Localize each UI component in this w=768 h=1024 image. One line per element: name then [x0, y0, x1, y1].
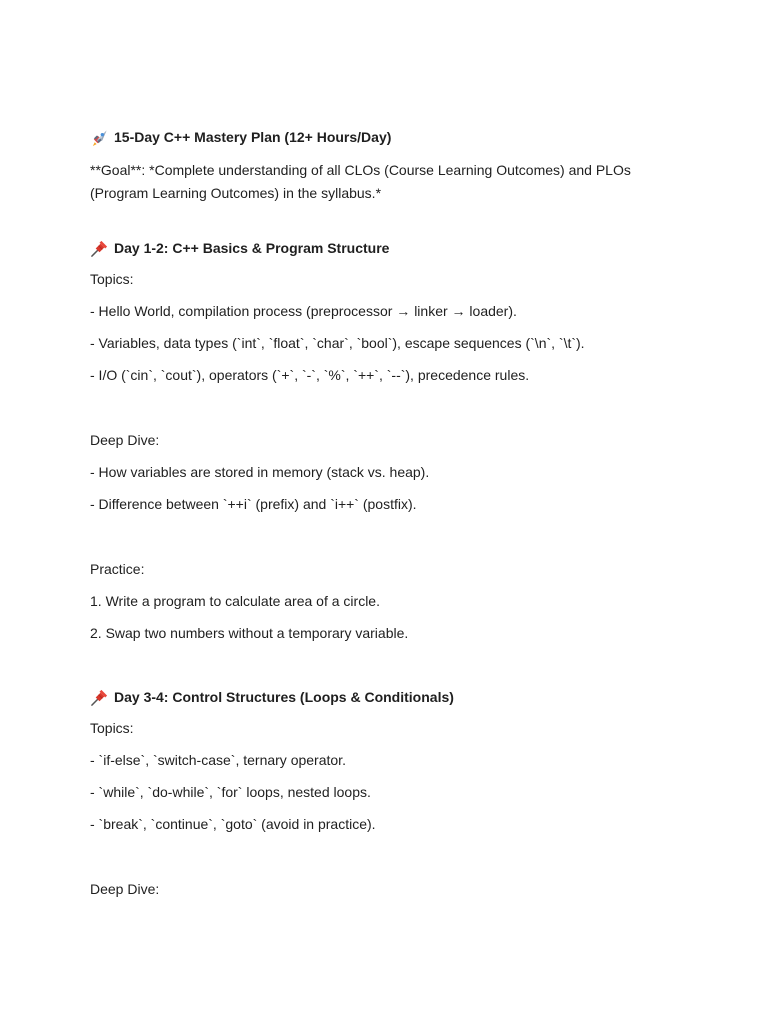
list-item: - `while`, `do-while`, `for` loops, nested loops.: [90, 784, 371, 800]
spacer: [90, 205, 690, 238]
list-item: 2. Swap two numbers without a temporary variable.: [90, 625, 409, 641]
rocket-icon: [90, 128, 109, 147]
day12-heading: [90, 238, 690, 258]
day12-heading-text: Day 1-2: C++ Basics & Program Structure: [114, 240, 390, 256]
spacer: [90, 396, 690, 429]
list-item: - Variables, data types (`int`, `float`, `char`, `bool`), escape sequences (`\n`, `\t`).: [90, 335, 585, 351]
spacer: [90, 654, 690, 687]
day12-practice-label: Practice:: [90, 561, 145, 577]
goal-text: **Goal**: *Complete understanding of all CLOs (Course Learning Outcomes) and PLOs (Program Learning Outcomes) in the syllabus.*: [90, 162, 631, 201]
list-item: - I/O (`cin`, `cout`), operators (`+`, `-`, `%`, `++`, `--`), precedence rules.: [90, 367, 530, 383]
day34-heading: [90, 687, 690, 707]
pushpin-icon: [90, 239, 109, 258]
day34-heading-text: Day 3-4: Control Structures (Loops & Conditionals): [114, 689, 454, 705]
list-item: - `if-else`, `switch-case`, ternary operator.: [90, 752, 346, 768]
day34-topics-label: Topics:: [90, 720, 134, 736]
pushpin-icon: [90, 688, 109, 707]
day12-deep-dive-label: Deep Dive:: [90, 432, 160, 448]
spacer: [90, 525, 690, 558]
list-item: - Difference between `++i` (prefix) and `i++` (postfix).: [90, 496, 417, 512]
document-title: [90, 127, 690, 147]
list-item: 1. Write a program to calculate area of a circle.: [90, 593, 380, 609]
title-text: 15-Day C++ Mastery Plan (12+ Hours/Day): [114, 129, 392, 145]
day34-deep-dive-label: Deep Dive:: [90, 881, 160, 897]
day12-topics-label: Topics:: [90, 271, 134, 287]
spacer: [90, 845, 690, 878]
document-body: [90, 127, 690, 910]
list-item: - Hello World, compilation process (preprocessor → linker → loader).: [90, 303, 517, 319]
list-item: - How variables are stored in memory (stack vs. heap).: [90, 464, 430, 480]
list-item: - `break`, `continue`, `goto` (avoid in practice).: [90, 816, 376, 832]
